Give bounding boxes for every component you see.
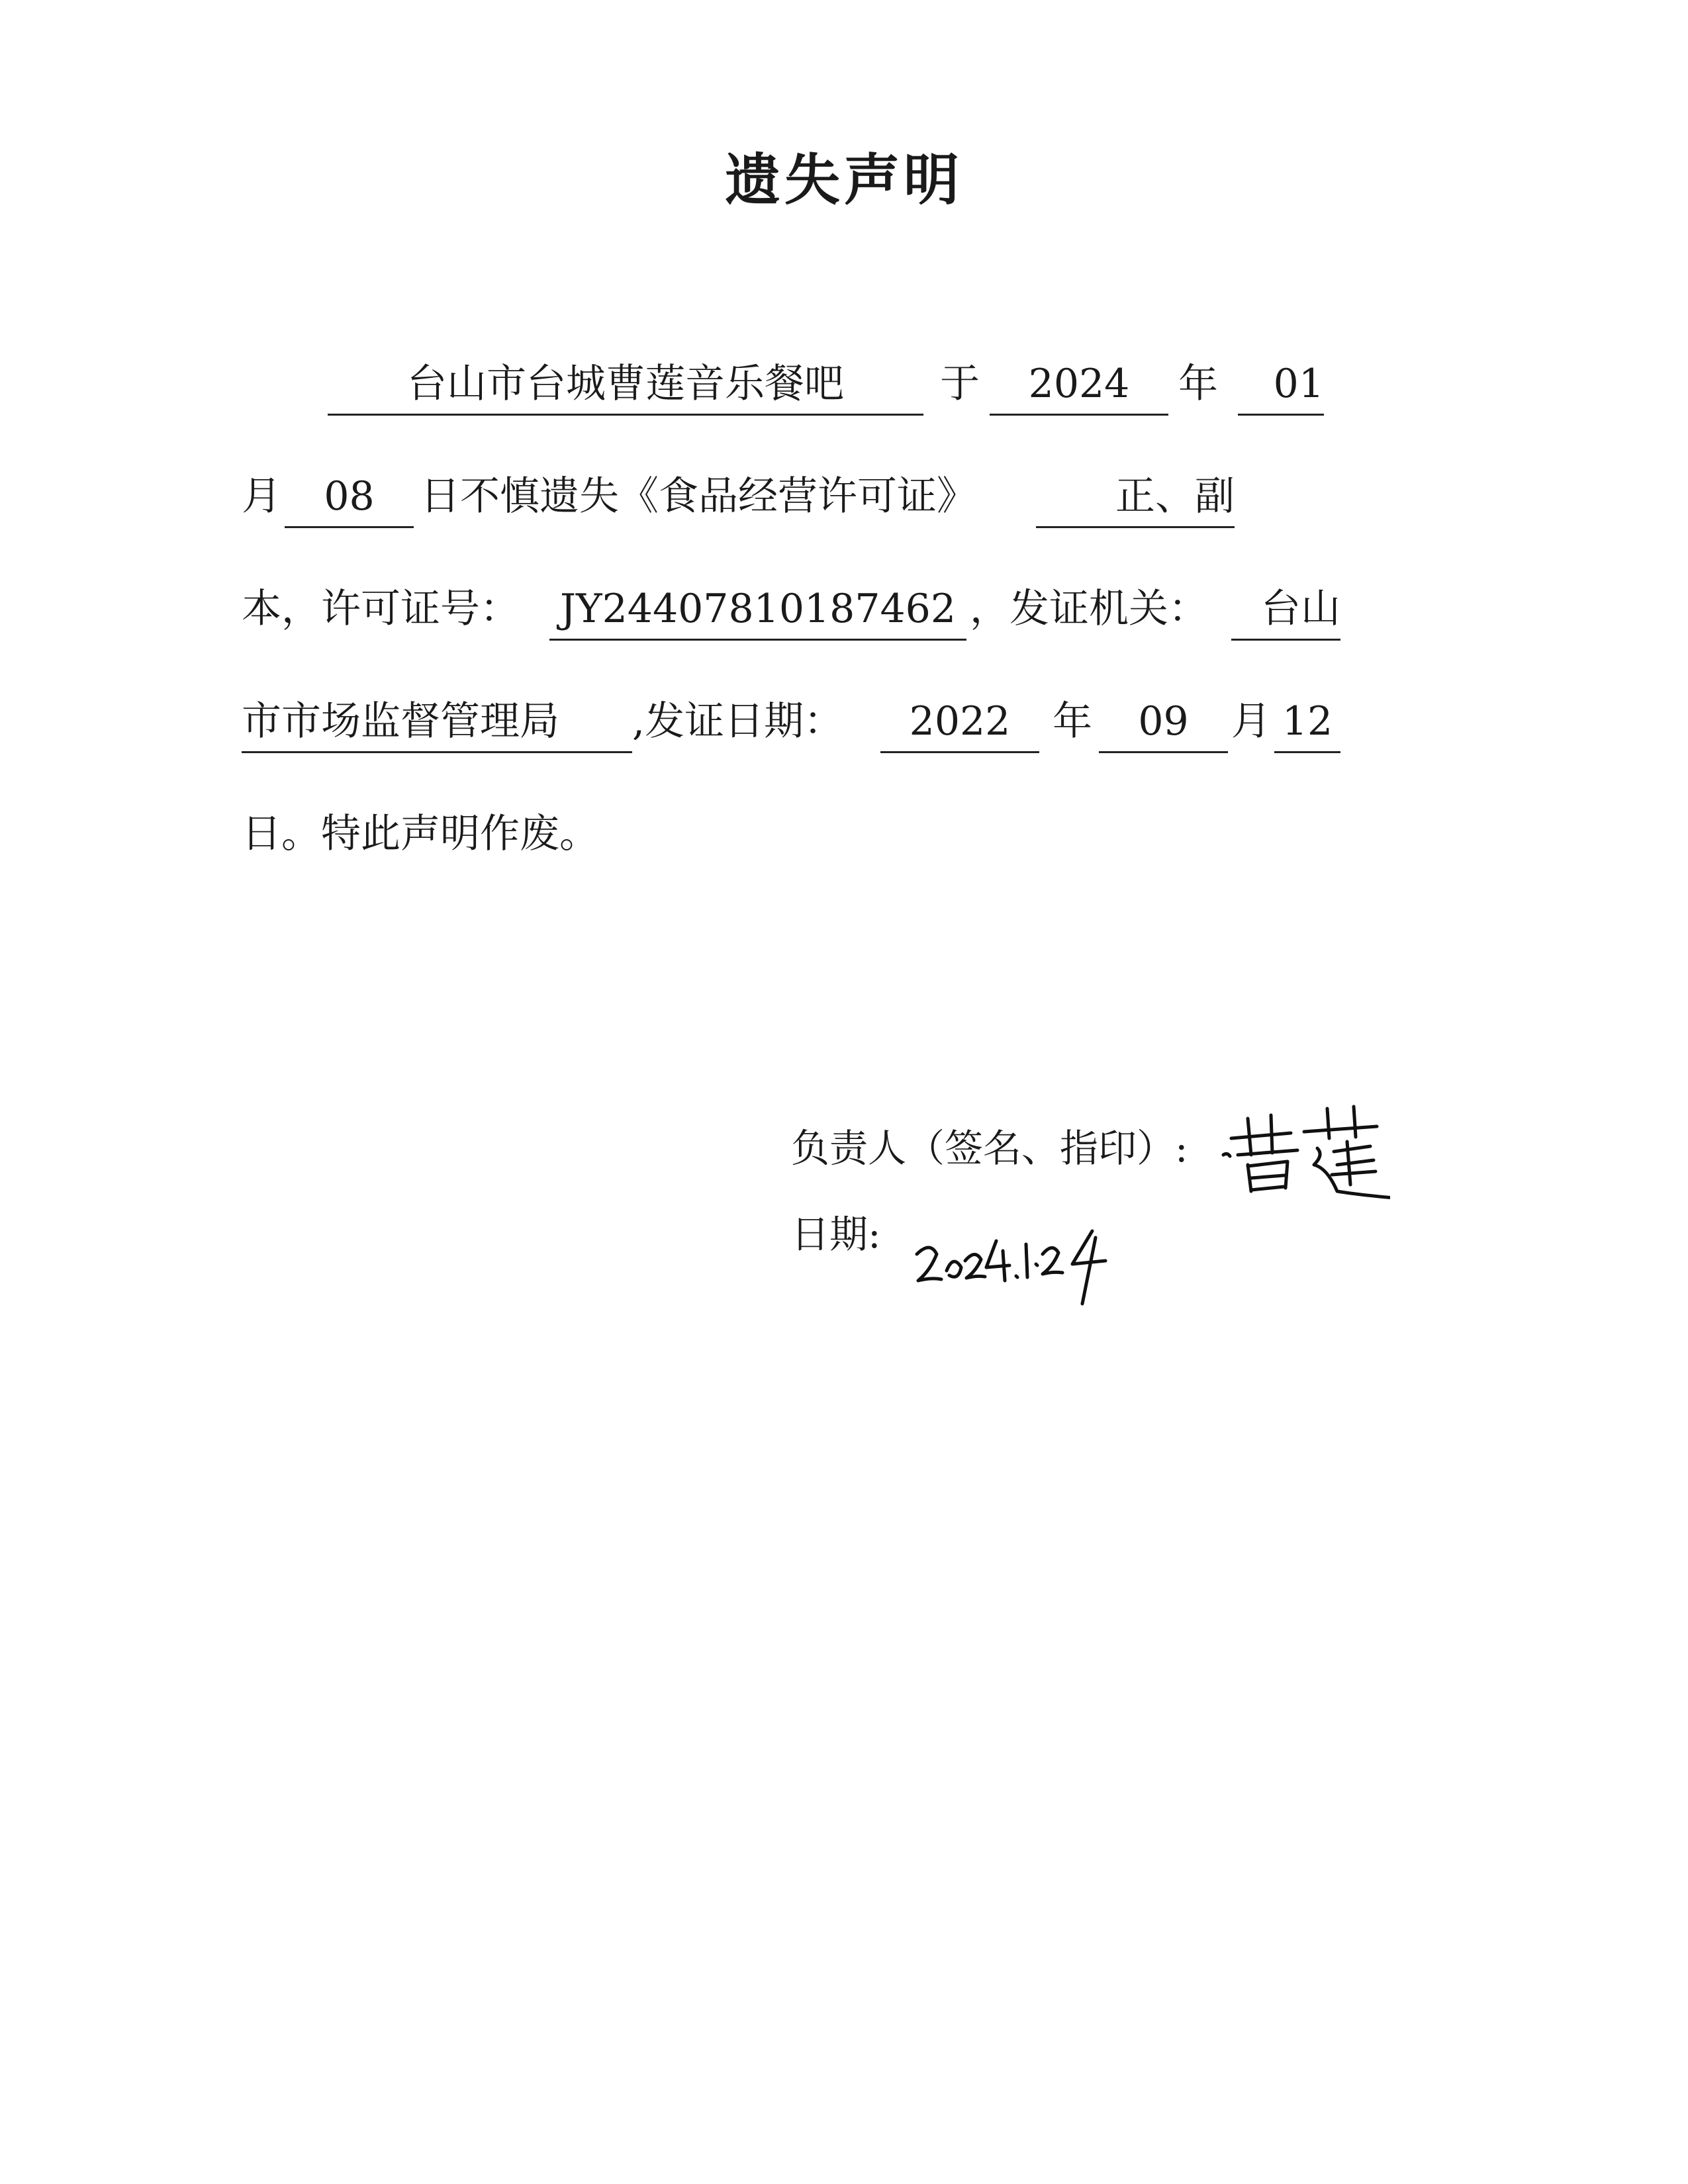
- text-yue-2: 月: [1231, 698, 1271, 745]
- loss-year-field: 2024: [990, 354, 1168, 416]
- issue-month-field: 09: [1099, 692, 1228, 753]
- issue-year-field: 2022: [880, 692, 1039, 753]
- text-issuer-label: ，发证机关：: [970, 586, 1208, 632]
- responsible-person-label: 负责人（签名、指印）:: [791, 1126, 1188, 1171]
- text-yu: 于: [940, 361, 980, 407]
- loss-month-field: 01: [1238, 354, 1324, 416]
- text-issue-date-label: ,发证日期：: [632, 698, 844, 745]
- text-yue: 月: [242, 473, 281, 520]
- text-lost-license: 日不慎遗失《食品经营许可证》: [420, 473, 976, 520]
- loss-day-field: 08: [285, 467, 414, 528]
- closing-text: 日。特此声明作废。: [242, 811, 599, 857]
- text-nian: 年: [1178, 361, 1218, 407]
- issuer-field-part1: 台山: [1231, 579, 1340, 641]
- business-name-field: 台山市台城曹莲音乐餐吧: [328, 354, 923, 416]
- text-license-number-label: 本，许可证号：: [242, 586, 520, 632]
- copy-type-field: 正、副: [1036, 467, 1235, 528]
- license-number-field: JY24407810187462: [549, 579, 966, 641]
- text-nian-2: 年: [1053, 698, 1092, 745]
- handwritten-signature: [1218, 1092, 1390, 1205]
- issuer-field-part2: 市市场监督管理局: [242, 692, 632, 753]
- issue-day-field: 12: [1274, 692, 1340, 753]
- signature-date-label: 日期:: [791, 1212, 881, 1257]
- document-title: 遗失声明: [724, 148, 963, 212]
- handwritten-date: [914, 1224, 1125, 1310]
